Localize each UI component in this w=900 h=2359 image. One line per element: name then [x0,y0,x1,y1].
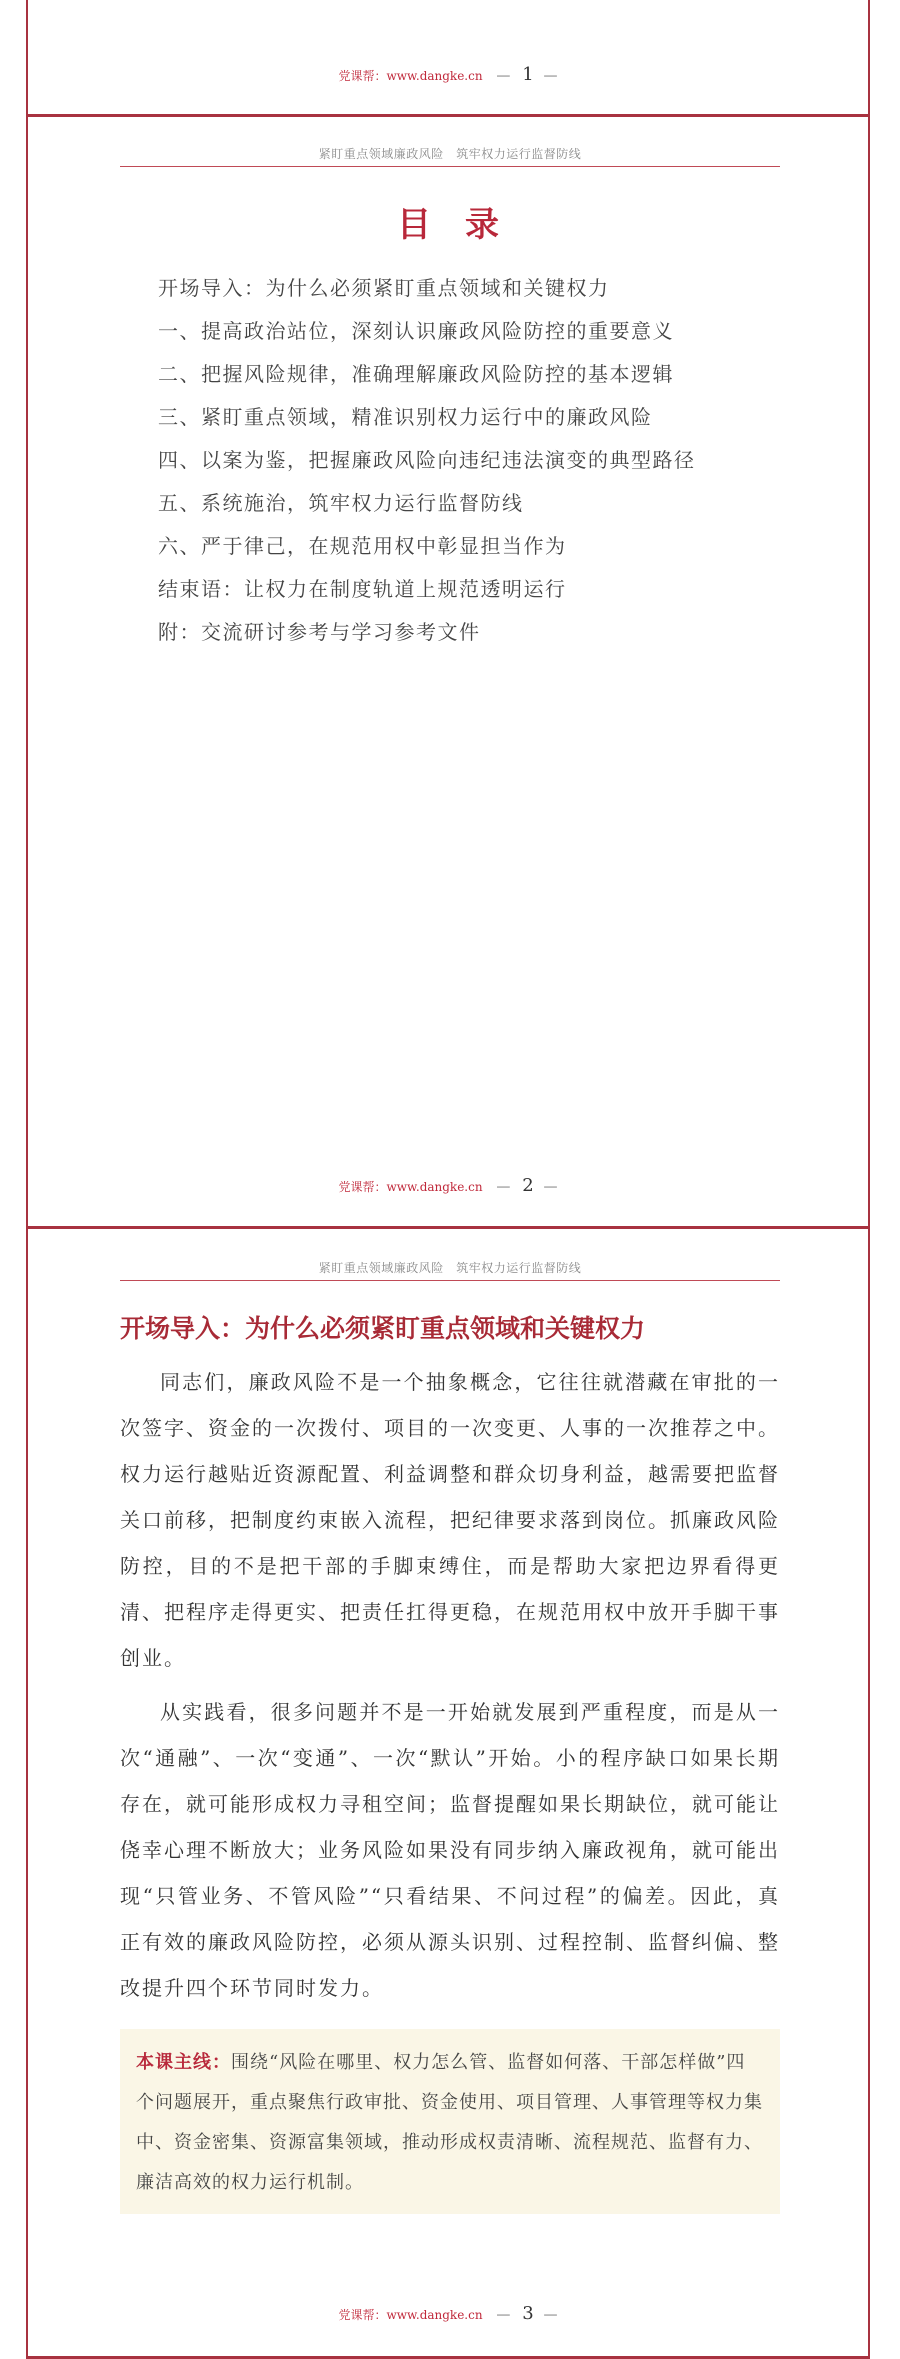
footer-dash: — [543,2307,558,2323]
toc-item[interactable]: 结束语：让权力在制度轨道上规范透明运行 [158,577,567,601]
page-number: 1 [522,64,534,85]
page-number: 3 [522,2303,534,2324]
page-3 [26,1229,870,2359]
toc-item[interactable]: 五、系统施治，筑牢权力运行监督防线 [158,491,524,515]
footer-dash: — [496,68,511,84]
body-paragraph: 从实践看，很多问题并不是一开始就发展到严重程度，而是从一次“通融”、一次“变通”、一次“默认”开始。小的程序缺口如果长期存在，就可能形成权力寻租空间；监督提醒如果长期缺位，就可能让侥幸心理不断放大；业务风险如果没有同步纳入廉政视角，就可能出现“只管业务、不管风险”“只看结果、不问过程”的偏差。因此，真正有效的廉政风险防控，必须从源头识别、过程控制、监督纠偏、整改提升四个环节同时发力。 [120,1700,780,2000]
footer-dash: — [496,1179,511,1195]
footer-site[interactable]: 党课帮：www.dangke.cn [338,1180,483,1194]
toc-title: 目录 [397,205,533,245]
page-footer [28,2303,868,2324]
note-text: 围绕“风险在哪里、权力怎么管、监督如何落、干部怎样做”四个问题展开，重点聚焦行政审批、资金使用、项目管理、人事管理等权力集中、资金密集、资源富集领域，推动形成权责清晰、流程规范、监督有力、廉洁高效的权力运行机制。 [136,2052,763,2193]
toc-item[interactable]: 三、紧盯重点领域，精准识别权力运行中的廉政风险 [158,405,653,429]
toc-item[interactable]: 二、把握风险规律，准确理解廉政风险防控的基本逻辑 [158,362,674,386]
body-paragraph: 同志们，廉政风险不是一个抽象概念，它往往就潜藏在审批的一次签字、资金的一次拨付、项目的一次变更、人事的一次推荐之中。权力运行越贴近资源配置、利益调整和群众切身利益，越需要把监督关口前移，把制度约束嵌入流程，把纪律要求落到岗位。抓廉政风险防控，目的不是把干部的手脚束缚住，而是帮助大家把边界看得更清、把程序走得更实、把责任扛得更稳，在规范用权中放开手脚干事创业。 [120,1370,780,1670]
toc-item[interactable]: 开场导入：为什么必须紧盯重点领域和关键权力 [158,276,610,300]
footer-site[interactable]: 党课帮：www.dangke.cn [338,69,483,83]
note-label: 本课主线： [136,2052,231,2073]
section-heading: 开场导入：为什么必须紧盯重点领域和关键权力 [120,1314,646,1343]
toc-list [158,267,696,654]
page-footer [28,64,868,85]
footer-dash: — [543,68,558,84]
footer-dash: — [496,2307,511,2323]
page-footer [28,1175,868,1196]
toc-item[interactable]: 附：交流研讨参考与学习参考文件 [158,620,481,644]
page-1 [26,0,870,117]
running-head: 紧盯重点领域廉政风险 筑牢权力运行监督防线 [120,145,780,167]
footer-dash: — [543,1179,558,1195]
toc-item[interactable]: 一、提高政治站位，深刻认识廉政风险防控的重要意义 [158,319,674,343]
running-head: 紧盯重点领域廉政风险 筑牢权力运行监督防线 [120,1259,780,1281]
page-2 [26,117,870,1229]
toc-item[interactable]: 六、严于律己，在规范用权中彰显担当作为 [158,534,567,558]
main-thread-note [120,2029,780,2214]
page-number: 2 [522,1175,534,1196]
footer-site[interactable]: 党课帮：www.dangke.cn [338,2308,483,2322]
toc-item[interactable]: 四、以案为鉴，把握廉政风险向违纪违法演变的典型路径 [158,448,696,472]
